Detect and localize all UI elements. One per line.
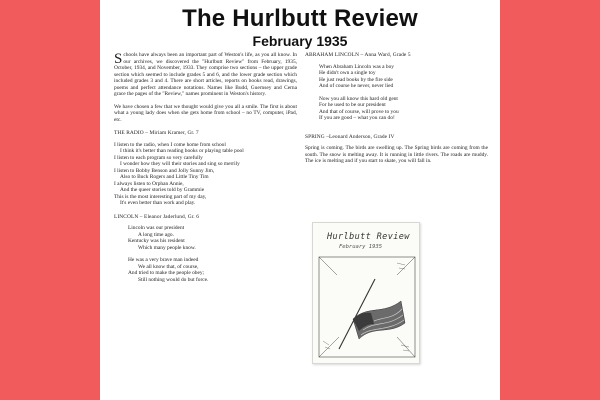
spring-heading: SPRING –Leonard Anderson, Grade IV bbox=[305, 133, 395, 140]
lincoln-poem bbox=[114, 225, 297, 283]
poem-line: For he used to be our president bbox=[319, 102, 386, 108]
poem-line: Now you all know this hard old gent bbox=[319, 95, 398, 102]
page-subtitle: February 1935 bbox=[252, 33, 348, 49]
poem-line: He didn't own a single toy bbox=[319, 70, 376, 76]
poem-line: I listen to each program so very carefully bbox=[114, 154, 203, 161]
poem-line: When Abraham Lincoln was a boy bbox=[319, 63, 394, 70]
poem-line: And of course he never, never lied bbox=[319, 83, 394, 89]
cover-drawing bbox=[312, 222, 420, 364]
poem-line: And that of course, will prove to you bbox=[319, 108, 399, 115]
radio-poem bbox=[114, 142, 297, 207]
cover-title: Hurlbutt Review bbox=[327, 232, 410, 242]
poem-line: It's even better than work and play. bbox=[120, 200, 196, 206]
cover-date: February 1935 bbox=[339, 244, 383, 250]
abraham-poem bbox=[305, 64, 488, 122]
newsletter-page bbox=[100, 0, 500, 400]
intro-paragraph-1: Schools have always been an important part of Weston's life, as you all know. In our archives, we discovered the "Hurlbutt Review" from February, 1935, October, 1934, and November, 1933. They comprise two sections – the upper grade section which seemed to include grades 5 and 6, and the lower grade section which included grades 3 and 4. There are short articles, reports on books read, drawings, poems and perfect attendance notations. Names like Budd, Guernsey and Cerna grace the pages of the "Review," names prominent in Weston's history. bbox=[114, 51, 297, 97]
poem-line: Still nothing would do but force. bbox=[138, 276, 209, 283]
poem-line: He just read books by the fire side bbox=[319, 76, 393, 83]
poem-line: And tried to make the people obey; bbox=[128, 270, 205, 276]
right-column bbox=[305, 52, 488, 171]
poem-line: I listen to Bobby Benson and Jolly Sunny Jim, bbox=[114, 167, 215, 174]
poem-line: Also to Buck Rogers and Little Tiny Tim bbox=[120, 174, 209, 180]
poem-line: Which many people know. bbox=[138, 244, 196, 251]
poem-line: We all know that, of course, bbox=[138, 263, 199, 270]
page-title: The Hurlbutt Review bbox=[182, 5, 418, 32]
poem-line: I always listen to Orphan Annie, bbox=[114, 180, 184, 187]
radio-poem-heading: THE RADIO – Miriam Kramer, Gr. 7 bbox=[114, 130, 199, 136]
poem-line: Lincoln was our president bbox=[128, 225, 185, 231]
poem-line: He was a very brave man indeed bbox=[128, 257, 199, 263]
poem-line: I listen to the radio, when I come home from school bbox=[114, 141, 226, 148]
lincoln-poem-heading: LINCOLN – Eleanor Jaderlund, Gr. 6 bbox=[114, 213, 199, 220]
poem-line: I think it's better than reading books or playing table pool bbox=[120, 148, 244, 154]
poem-line: This is the most interesting part of my day, bbox=[114, 193, 207, 200]
poem-line: If you are good – what you can do! bbox=[319, 115, 395, 121]
intro-paragraph-2: We have chosen a few that we thought would give you all a smile. The first is about what a young lady does when she gets home from school – no TV, computer, iPad, etc. bbox=[114, 103, 297, 123]
poem-line: And the queer stories told by Grammie bbox=[120, 187, 205, 193]
left-column bbox=[114, 52, 297, 283]
abraham-poem-heading: ABRAHAM LINCOLN – Anna Ward, Grade 5 bbox=[305, 52, 411, 58]
poem-line: A long time ago. bbox=[138, 231, 174, 238]
spring-paragraph: Spring is coming. The birds are swelling up. The Spring birds are coming from the south. The snow is melting away. It is running in little rivers. The roads are muddy. The ice is melting and if you start to skate, you will fall in. bbox=[305, 145, 488, 164]
poem-line: I wonder how they will their stories and sing so merrily bbox=[120, 161, 240, 167]
poem-line: Kentucky was his resident bbox=[128, 238, 185, 244]
